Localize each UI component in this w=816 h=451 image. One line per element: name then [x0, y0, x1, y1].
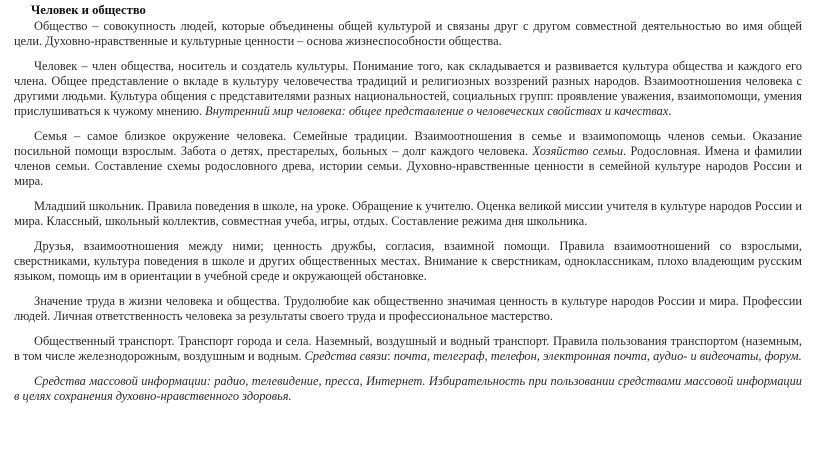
paragraph-family — [14, 129, 802, 189]
paragraph-text-run: . — [668, 104, 672, 118]
paragraph-text-run: телефон, электронная почта, аудио- и видеочаты, форум. — [490, 349, 802, 363]
paragraph-society — [14, 19, 802, 49]
paragraph-labor — [14, 294, 802, 324]
section-title: Человек и общество — [31, 3, 146, 17]
paragraph-list — [14, 19, 802, 404]
paragraph-text-run: Значение труда в жизни человека и общества. Трудолюбие как общественно значимая ценность в культуре народов России и мира. Профессии людей. Личная ответственность человека за результаты своего труда и профессиональное мастерство. — [14, 294, 802, 323]
paragraph-text-run: Общество – совокупность людей, которые объединены общей культурой и связаны друг с другом совместной деятельностью во имя общей цели. Духовно-нравственные и культурные ценности – основа жизнеспособности общества. — [14, 19, 802, 48]
paragraph-friends — [14, 239, 802, 284]
paragraph-text-run: Средства массовой информации: радио, телевидение, пресса, Интернет. Избирательность при пользовании средствами массовой информации в целях сохранения духовно-нравственного здоровья. — [14, 374, 802, 403]
paragraph-transport — [14, 334, 802, 364]
paragraph-text-run: почта — [393, 349, 427, 363]
paragraph-text-run: , — [426, 349, 434, 363]
paragraph-school — [14, 199, 802, 229]
paragraph-text-run: Общественный транспорт. Транспорт города и села. Наземный, воздушный и водный транспорт. Правила пользования транспортом (наземным, в том числе железнодорожным, воздушным и водным. — [14, 334, 802, 363]
paragraph-text-run: . Родословная. Имена и фамилии членов семьи. Составление схемы родословного древа, истории семьи. Духовно-нравственные ценности в семейной культуре народов России и мира. — [14, 144, 803, 188]
paragraph-text-run: , — [484, 349, 491, 363]
paragraph-text-run: Младший школьник. Правила поведения в школе, на уроке. Обращение к учителю. Оценка великой миссии учителя в культуре народов России и мира. Классный, школьный коллектив, совместная учеба, игры, отдых. Составление режима дня школьника. — [14, 199, 802, 228]
document-page — [14, 3, 802, 414]
paragraph-text-run: телеграф — [433, 349, 485, 363]
paragraph-text-run: Внутренний мир человека: общее представление о человеческих свойствах и качествах — [205, 104, 669, 118]
paragraph-text-run: Друзья, взаимоотношения между ними; ценность дружбы, согласия, взаимной помощи. Правила взаимоотношений со взрослыми, сверстниками, культура поведения в школе и других общественных местах. Внимание к сверстникам, одноклассникам, плохо владеющим русским языком, помощь им в ориентации в учебной среде и окружающей обстановке. — [14, 239, 802, 283]
paragraph-media — [14, 374, 802, 404]
paragraph-text-run: Средства связи — [304, 349, 388, 363]
paragraph-text-run: Хозяйство семьи — [532, 144, 624, 158]
paragraph-text-run: : — [387, 349, 394, 363]
paragraph-text-run: Человек – член общества, носитель и создатель культуры. Понимание того, как складывается и развивается культура общества и каждого его члена. Общее представление о вкладе в культуру человечества традиций и религиозных воззрений разных народов. Взаимоотношения человека с другими людьми. Культура общения с представителями разных национальностей, социальных групп: проявление уважения, взаимопомощи, умения прислушиваться к чужому мнению. — [14, 59, 802, 118]
paragraph-person — [14, 59, 802, 119]
paragraph-text-run: Семья – самое близкое окружение человека. Семейные традиции. Взаимоотношения в семье и взаимопомощь членов семьи. Оказание посильной помощи взрослым. Забота о детях, престарелых, больных – долг каждого человека. — [14, 129, 802, 158]
